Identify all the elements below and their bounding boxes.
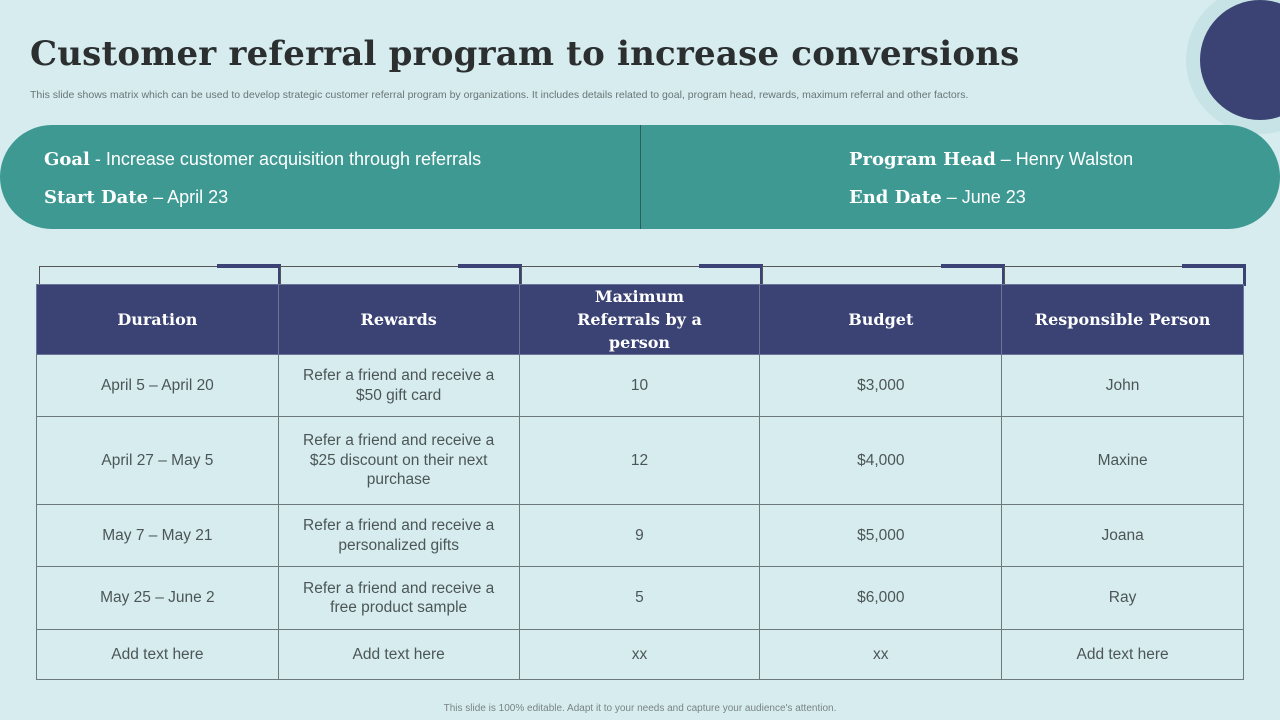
header-tab: [39, 266, 279, 286]
header-budget: Budget: [760, 285, 1002, 355]
page-subtitle: This slide shows matrix which can be used to develop strategic customer referral program by organizations. It includes details related to goal, program head, rewards, maximum referral and other factors.: [30, 89, 969, 101]
table-row: [37, 505, 1244, 567]
cell-budget: $5,000: [760, 505, 1002, 567]
header-tab: [280, 266, 520, 286]
banner-divider: [640, 125, 641, 229]
program-summary-banner: [0, 125, 1280, 229]
end-date-value: – June 23: [941, 187, 1026, 207]
cell-budget: $6,000: [760, 567, 1002, 630]
cell-budget: $3,000: [760, 355, 1002, 417]
cell-reward: Add text here: [278, 630, 519, 680]
cell-responsible: John: [1002, 355, 1244, 417]
cell-max-referrals: 9: [519, 505, 760, 567]
footer-note: This slide is 100% editable. Adapt it to your needs and capture your audience's attention.: [443, 703, 837, 714]
cell-reward: Refer a friend and receive a personalized gifts: [278, 505, 519, 567]
header-rewards: Rewards: [278, 285, 519, 355]
table-row: [37, 630, 1244, 680]
cell-duration: Add text here: [37, 630, 279, 680]
start-date-label: Start Date: [44, 187, 149, 208]
header-max-referrals: Maximum Referrals by a person: [519, 285, 760, 355]
end-date-label: End Date: [849, 187, 942, 208]
cell-max-referrals: xx: [519, 630, 760, 680]
cell-duration: May 25 – June 2: [37, 567, 279, 630]
cell-reward: Refer a friend and receive a free product sample: [278, 567, 519, 630]
cell-max-referrals: 5: [519, 567, 760, 630]
table-row: [37, 417, 1244, 505]
header-responsible-person: Responsible Person: [1002, 285, 1244, 355]
cell-responsible: Add text here: [1002, 630, 1244, 680]
cell-budget: $4,000: [760, 417, 1002, 505]
header-tab-decorations: [37, 264, 1244, 286]
cell-duration: April 5 – April 20: [37, 355, 279, 417]
program-head-label: Program Head: [849, 149, 996, 170]
cell-duration: April 27 – May 5: [37, 417, 279, 505]
cell-budget: xx: [760, 630, 1002, 680]
cell-responsible: Joana: [1002, 505, 1244, 567]
header-tab: [521, 266, 761, 286]
table-header-row: [37, 285, 1244, 355]
table-row: [37, 355, 1244, 417]
cell-duration: May 7 – May 21: [37, 505, 279, 567]
cell-max-referrals: 10: [519, 355, 760, 417]
program-head-line: [849, 149, 1133, 170]
cell-reward: Refer a friend and receive a $25 discount on their next purchase: [278, 417, 519, 505]
header-tab: [1004, 266, 1244, 286]
table-row: [37, 567, 1244, 630]
goal-label: Goal: [44, 149, 90, 170]
start-date-line: [44, 187, 228, 208]
end-date-line: [849, 187, 1026, 208]
page-title: Customer referral program to increase conversions: [30, 34, 1020, 74]
referral-matrix-table: [36, 284, 1244, 680]
header-tab: [762, 266, 1003, 286]
program-head-value: – Henry Walston: [995, 149, 1134, 169]
cell-reward: Refer a friend and receive a $50 gift card: [278, 355, 519, 417]
cell-responsible: Maxine: [1002, 417, 1244, 505]
goal-line: [44, 149, 481, 170]
cell-max-referrals: 12: [519, 417, 760, 505]
cell-responsible: Ray: [1002, 567, 1244, 630]
start-date-value: – April 23: [148, 187, 229, 207]
header-duration: Duration: [37, 285, 279, 355]
goal-value: - Increase customer acquisition through referrals: [89, 149, 482, 169]
